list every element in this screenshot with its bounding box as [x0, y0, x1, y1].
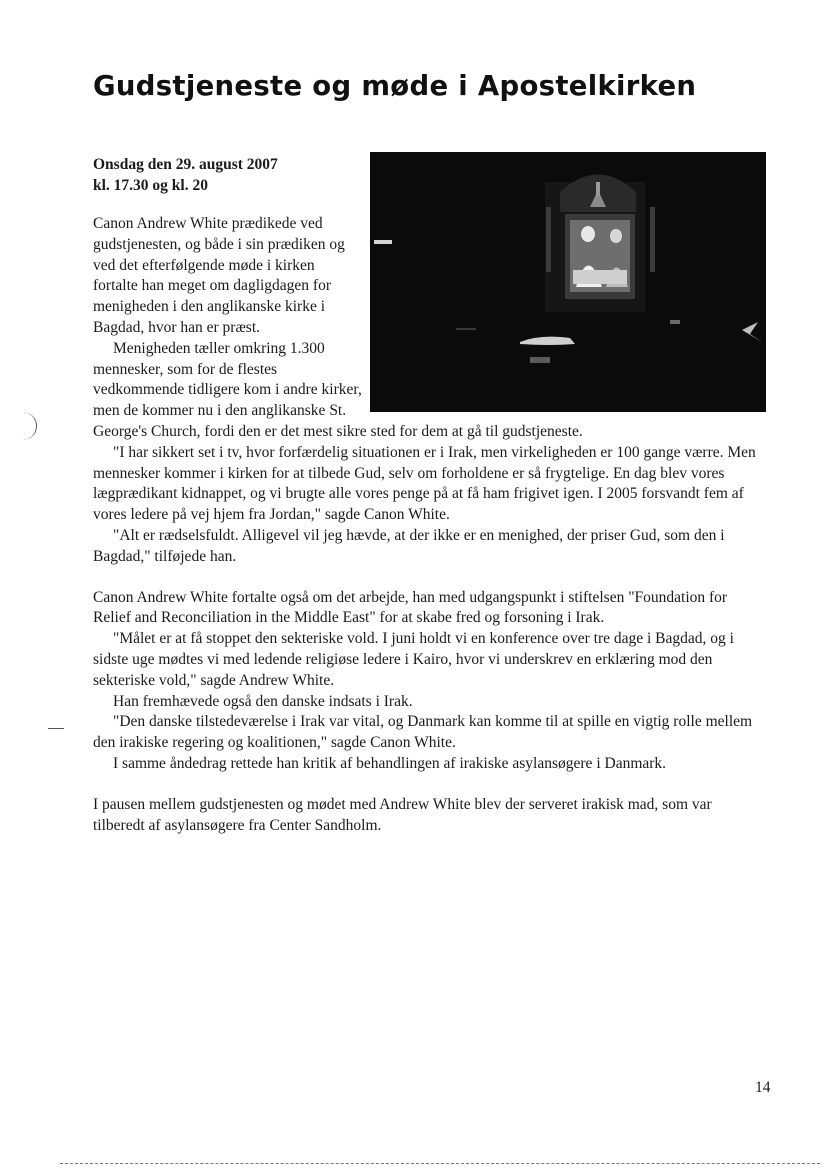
paragraph-7: Han fremhævede også den danske indsats i Irak.: [113, 692, 413, 710]
paragraph-5: Canon Andrew White fortalte også om det arbejde, han med udgangspunkt i stiftelsen "Foundation for Relief and Reconciliation in the Middle East" for at skabe fred og forsoning i Irak.: [93, 588, 728, 627]
paragraph-4: "Alt er rædselsfuldt. Alligevel vil jeg hævde, at der ikke er en menighed, der priser Gud, som den i Bagdad," tilføjede han.: [93, 526, 725, 565]
paragraph-9: I samme åndedrag rettede han kritik af behandlingen af irakiske asylansøgere i Danmark.: [113, 754, 667, 772]
paragraph-10: I pausen mellem gudstjenesten og mødet med Andrew White blev der serveret irakisk mad, som var tilberedt af asylansøgere fra Center Sandholm.: [93, 795, 712, 834]
event-time: kl. 17.30 og kl. 20: [93, 177, 208, 194]
scan-edge-line: [60, 1163, 820, 1164]
paragraph-6: "Målet er at få stoppet den sekteriske vold. I juni holdt vi en konference over tre dage i Bagdad, og i sidste uge mødtes vi med ledende religiøse ledere i Kairo, hvor vi underskrev en erklæring mod den sekteriske vold," sagde Andrew White.: [93, 630, 734, 689]
paragraph-8: "Den danske tilstedeværelse i Irak var vital, og Danmark kan komme til at spille en vigtig rolle mellem den irakiske regering og koalitionen," sagde Canon White.: [93, 713, 753, 752]
article-title: Gudstjeneste og møde i Apostelkirken: [93, 70, 697, 102]
page-number: 14: [755, 1079, 771, 1096]
paragraph-1: Canon Andrew White prædikede ved gudstjenesten, og både i sin prædiken og ved det efterfølgende møde i kirken fortalte han meget om dagligdagen for menigheden i den anglikanske kirke i Bagdad, hvor han er præst.: [93, 215, 345, 336]
paragraph-2: Menigheden tæller omkring 1.300 mennesker, som for de flestes vedkommende tidligere kom i andre kirker, men de kommer nu i den anglikanske St. George's Church, fordi den er det mest sikre sted for dem at gå til gudstjeneste.: [93, 339, 583, 440]
photo-wrap-spacer: [362, 214, 766, 414]
event-date: Onsdag den 29. august 2007: [93, 156, 278, 173]
article-body: [93, 214, 766, 836]
binder-hole-mark: [16, 412, 37, 440]
event-meta: [93, 154, 278, 196]
paragraph-3: "I har sikkert set i tv, hvor forfærdelig situationen er i Irak, men virkeligheden er 100 gange værre. Men mennesker kommer i kirken for at tilbede Gud, selv om forholdene er så frygtelige. En dag blev vores lægprædikant kidnappet, og vi brugte alle vores penge på at få ham frigivet igen. I 2005 forsvandt fem af vores ledere på vej hjem fra Jordan," sagde Canon White.: [93, 443, 756, 524]
margin-dash-mark: [48, 728, 64, 729]
